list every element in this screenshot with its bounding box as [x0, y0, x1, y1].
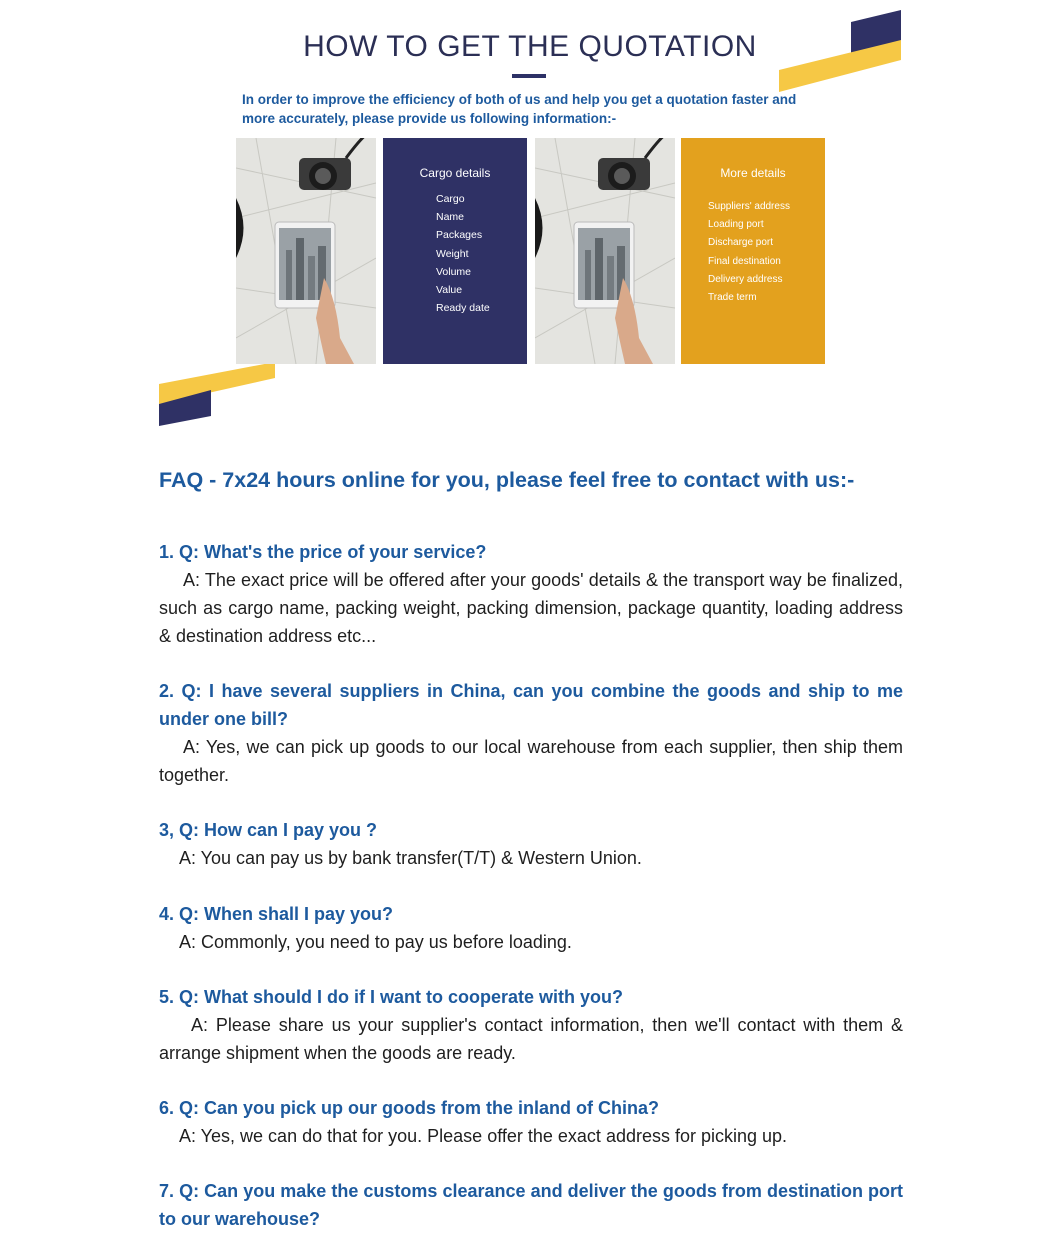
- cargo-details-title: Cargo details: [419, 166, 491, 180]
- faq-question-5: 5. Q: What should I do if I want to cooperate with you?: [159, 987, 623, 1007]
- more-detail-item: Final destination: [708, 255, 781, 267]
- camera-tablet-photo-2: [535, 138, 675, 364]
- faq-question-4: 4. Q: When shall I pay you?: [159, 904, 394, 924]
- faq-answer-1: A: The exact price will be offered after your goods' details & the transport way be finalized, such as cargo name, packing weight, packing dimension, package quantity, loading address & destination address etc...: [159, 570, 903, 646]
- faq-answer-6: A: Yes, we can do that for you. Please offer the exact address for picking up.: [179, 1126, 788, 1146]
- more-detail-item: Loading port: [708, 219, 764, 231]
- cargo-detail-item: Packages: [436, 229, 483, 242]
- cargo-detail-item: Ready date: [436, 302, 490, 315]
- more-detail-item: Suppliers' address: [708, 201, 790, 212]
- faq-question-1: 1. Q: What's the price of your service?: [159, 542, 487, 562]
- more-details-title: More details: [720, 166, 786, 180]
- cargo-detail-item: Name: [436, 211, 465, 224]
- cargo-details-panel: [383, 138, 527, 364]
- banner-intro: In order to improve the efficiency of both of us and help you get a quotation faster and more accurately, please provide us following information:-: [242, 92, 797, 126]
- cargo-detail-item: Weight: [436, 247, 469, 260]
- camera-tablet-photo: [236, 138, 376, 364]
- faq-question-7: 7. Q: Can you make the customs clearance and deliver the goods from destination port to our warehouse?: [159, 1181, 903, 1229]
- cargo-detail-item: Volume: [436, 265, 472, 278]
- cargo-detail-item: Cargo: [436, 193, 465, 205]
- faq-answer-3: A: You can pay us by bank transfer(T/T) & Western Union.: [179, 848, 642, 868]
- faq-heading: FAQ - 7x24 hours online for you, please feel free to contact with us:-: [159, 468, 855, 492]
- cargo-details-list: [436, 190, 490, 317]
- faq-answer-4: A: Commonly, you need to pay us before loading.: [179, 932, 572, 952]
- banner-title: HOW TO GET THE QUOTATION: [303, 30, 757, 63]
- faq-question-3: 3, Q: How can I pay you ?: [159, 820, 378, 840]
- faq-question-2: 2. Q: I have several suppliers in China, can you combine the goods and ship to me under one bill?: [159, 681, 903, 729]
- cargo-detail-item: Value: [436, 284, 463, 297]
- title-underline: [512, 74, 546, 78]
- quotation-banner: [159, 8, 901, 428]
- faq-answer-5: A: Please share us your supplier's contact information, then we'll contact with them & arrange shipment when the goods are ready.: [159, 1015, 903, 1063]
- more-detail-item: Discharge port: [708, 237, 774, 249]
- more-detail-item: Delivery address: [708, 273, 783, 285]
- more-details-panel: [681, 138, 825, 364]
- faq-answer-2: A: Yes, we can pick up goods to our local warehouse from each supplier, then ship them together.: [159, 737, 903, 785]
- faq-question-6: 6. Q: Can you pick up our goods from the inland of China?: [159, 1098, 660, 1118]
- more-detail-item: Trade term: [708, 292, 757, 304]
- more-details-list: [708, 198, 790, 307]
